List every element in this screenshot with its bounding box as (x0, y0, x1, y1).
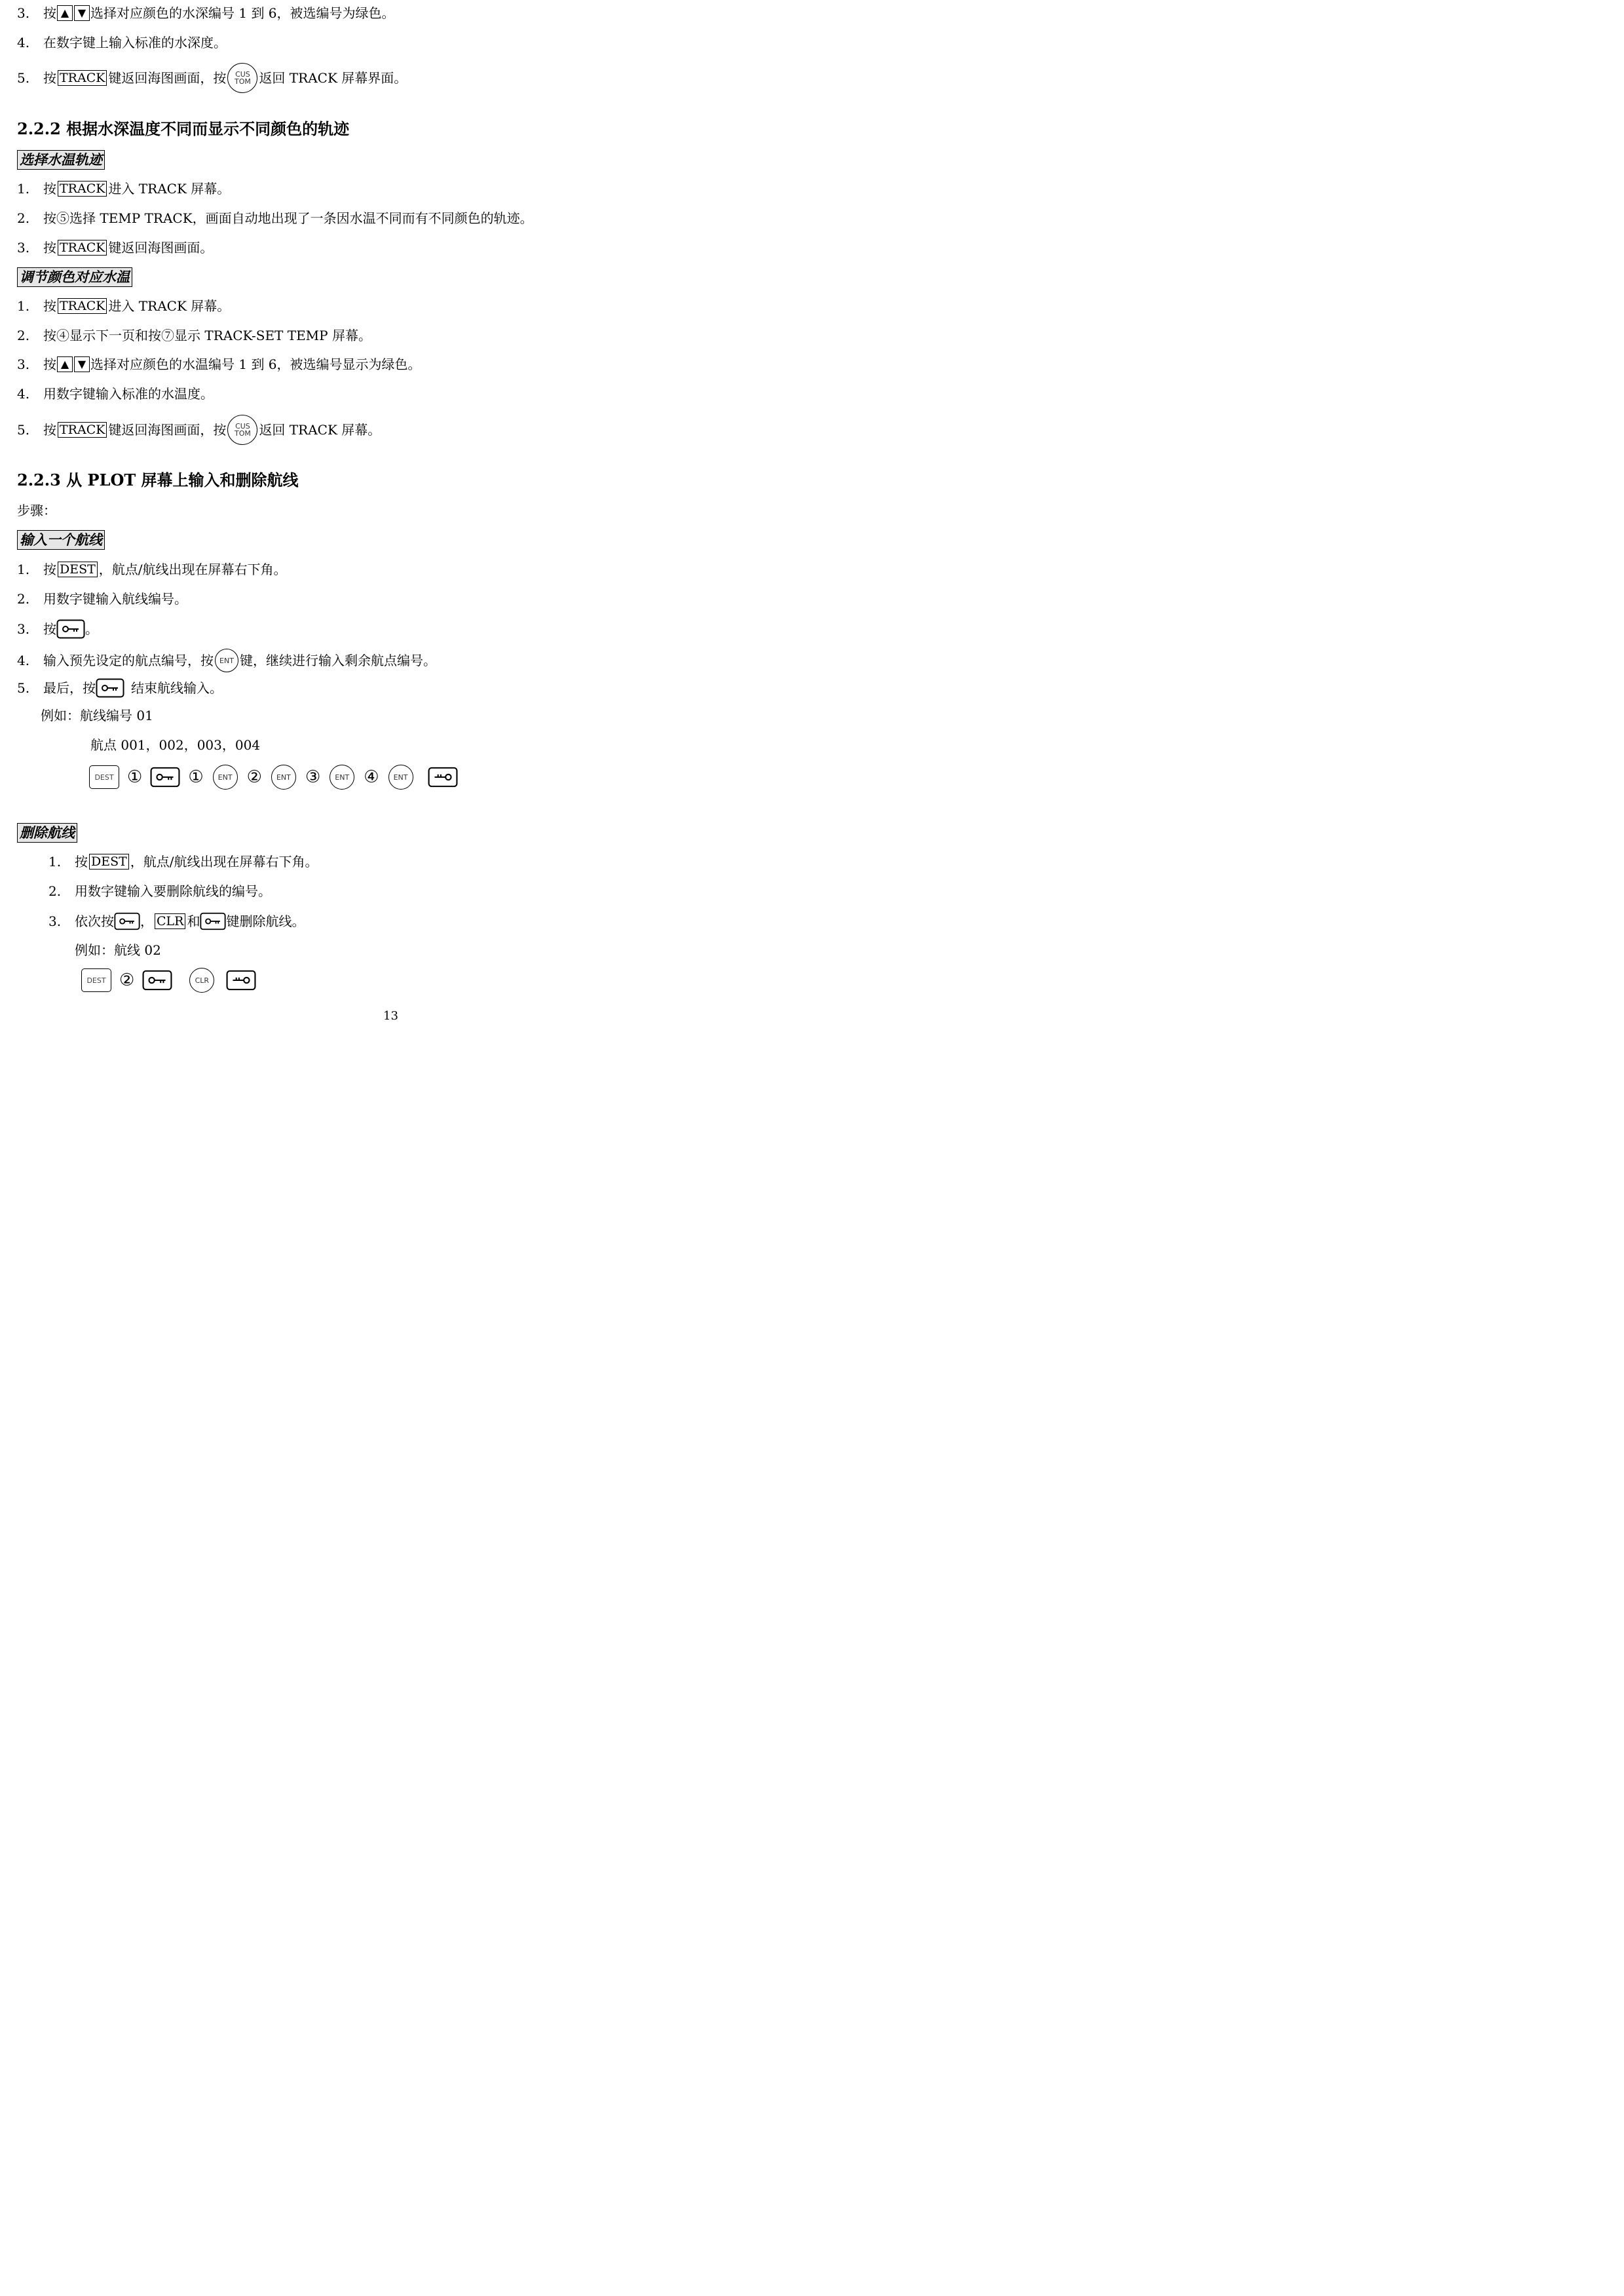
up-arrow-key: ▲ (57, 356, 73, 372)
route-step-2: 2. 用数字键输入航线编号。 (17, 591, 187, 607)
digit-1-icon: ① (127, 767, 143, 787)
temp-track-step-3: 3. 按 TRACK 键返回海图画面。 (17, 240, 214, 256)
digit-3-icon: ③ (305, 767, 321, 787)
example-route-number: 例如：航线编号 01 (41, 708, 153, 723)
down-arrow-key: ▼ (74, 5, 90, 21)
digit-4-icon: ④ (364, 767, 379, 787)
route-step-3: 3. 按 。 (17, 619, 98, 639)
digit-1-icon: ① (188, 767, 204, 787)
clr-key-icon: CLR (189, 968, 214, 993)
route-step-5: 5. 最后，按 结束航线输入。 (17, 678, 223, 698)
key-sequence-delete-route (81, 968, 256, 993)
custom-key-icon: CUS TOM (227, 63, 257, 93)
digit-2-icon: ② (246, 767, 262, 787)
subheading-adjust-temp-colors: 调节颜色对应水温 (17, 267, 132, 287)
subheading-select-temp-track: 选择水温轨迹 (17, 150, 105, 170)
route-step-1: 1. 按 DEST ，航点/航线出现在屏幕右下角。 (17, 562, 287, 577)
temp-color-step-4: 4. 用数字键输入标准的水温度。 (17, 386, 214, 402)
up-arrow-key: ▲ (57, 5, 73, 21)
clr-key: CLR (155, 913, 185, 929)
section-heading-2-2-2: 2.2.2 根据水深温度不同而显示不同颜色的轨迹 (17, 119, 350, 138)
route-step-4: 4. 输入预先设定的航点编号，按 ENT 键，继续进行输入剩余航点编号。 (17, 649, 436, 672)
track-key: TRACK (58, 298, 107, 314)
temp-track-step-1: 1. 按 TRACK 进入 TRACK 屏幕。 (17, 181, 231, 197)
dest-key-icon: DEST (81, 968, 111, 992)
track-key: TRACK (58, 240, 107, 256)
temp-track-step-2: 2. 按⑤选择 TEMP TRACK，画面自动地出现了一条因水温不同而有不同颜色的轨迹。 (17, 210, 533, 226)
key-sequence-enter-route (89, 765, 458, 790)
track-key: TRACK (58, 70, 107, 86)
page-number: 13 (383, 1009, 398, 1023)
delete-step-1: 1. 按 DEST ，航点/航线出现在屏幕右下角。 (48, 854, 318, 870)
dest-key: DEST (58, 562, 98, 577)
ent-key-icon: ENT (271, 765, 296, 790)
dest-key-icon: DEST (89, 765, 119, 789)
ent-key-icon: ENT (388, 765, 413, 790)
digit-2-icon: ② (119, 970, 135, 990)
delete-step-2: 2. 用数字键输入要删除航线的编号。 (48, 883, 271, 899)
track-key: TRACK (58, 181, 107, 197)
step-4-depth-input: 4. 在数字键上输入标准的水深度。 (17, 35, 227, 50)
route-key-icon (200, 912, 226, 930)
section-heading-2-2-3: 2.2.3 从 PLOT 屏幕上输入和删除航线 (17, 470, 299, 489)
step-3-depth-select: 3. 按 ▲ ▼ 选择对应颜色的水深编号 1 到 6，被选编号为绿色。 (17, 5, 395, 21)
temp-color-step-2: 2. 按④显示下一页和按⑦显示 TRACK-SET TEMP 屏幕。 (17, 328, 371, 343)
temp-color-step-1: 1. 按 TRACK 进入 TRACK 屏幕。 (17, 298, 231, 314)
ent-key-icon: ENT (330, 765, 354, 790)
route-key-icon (56, 619, 85, 639)
ent-key-icon: ENT (213, 765, 238, 790)
temp-color-step-3: 3. 按 ▲ ▼ 选择对应颜色的水温编号 1 到 6，被选编号显示为绿色。 (17, 356, 421, 372)
example-delete-route: 例如：航线 02 (75, 942, 161, 958)
route-key-icon (96, 678, 124, 698)
track-key: TRACK (58, 422, 107, 438)
steps-label: 步骤： (17, 503, 56, 518)
temp-color-step-5: 5. 按 TRACK 键返回海图画面，按 CUS TOM 返回 TRACK 屏幕。 (17, 415, 381, 445)
route-key-icon (142, 969, 172, 991)
delete-step-3: 3. 依次按 ， CLR 和 键删除航线。 (48, 913, 305, 929)
end-route-key-icon (428, 766, 458, 788)
custom-key-icon: CUS TOM (227, 415, 257, 445)
subheading-enter-route: 输入一个航线 (17, 530, 105, 550)
end-route-key-icon (226, 969, 256, 991)
dest-key: DEST (89, 854, 129, 870)
route-key-icon (114, 912, 140, 930)
route-key-icon (150, 766, 180, 788)
example-waypoints: 航点 001，002，003，004 (90, 737, 261, 753)
subheading-delete-route: 删除航线 (17, 823, 77, 843)
step-5-return: 5. 按 TRACK 键返回海图画面，按 CUS TOM 返回 TRACK 屏幕界面。 (17, 63, 407, 93)
down-arrow-key: ▼ (74, 356, 90, 372)
ent-key-icon: ENT (215, 649, 238, 672)
